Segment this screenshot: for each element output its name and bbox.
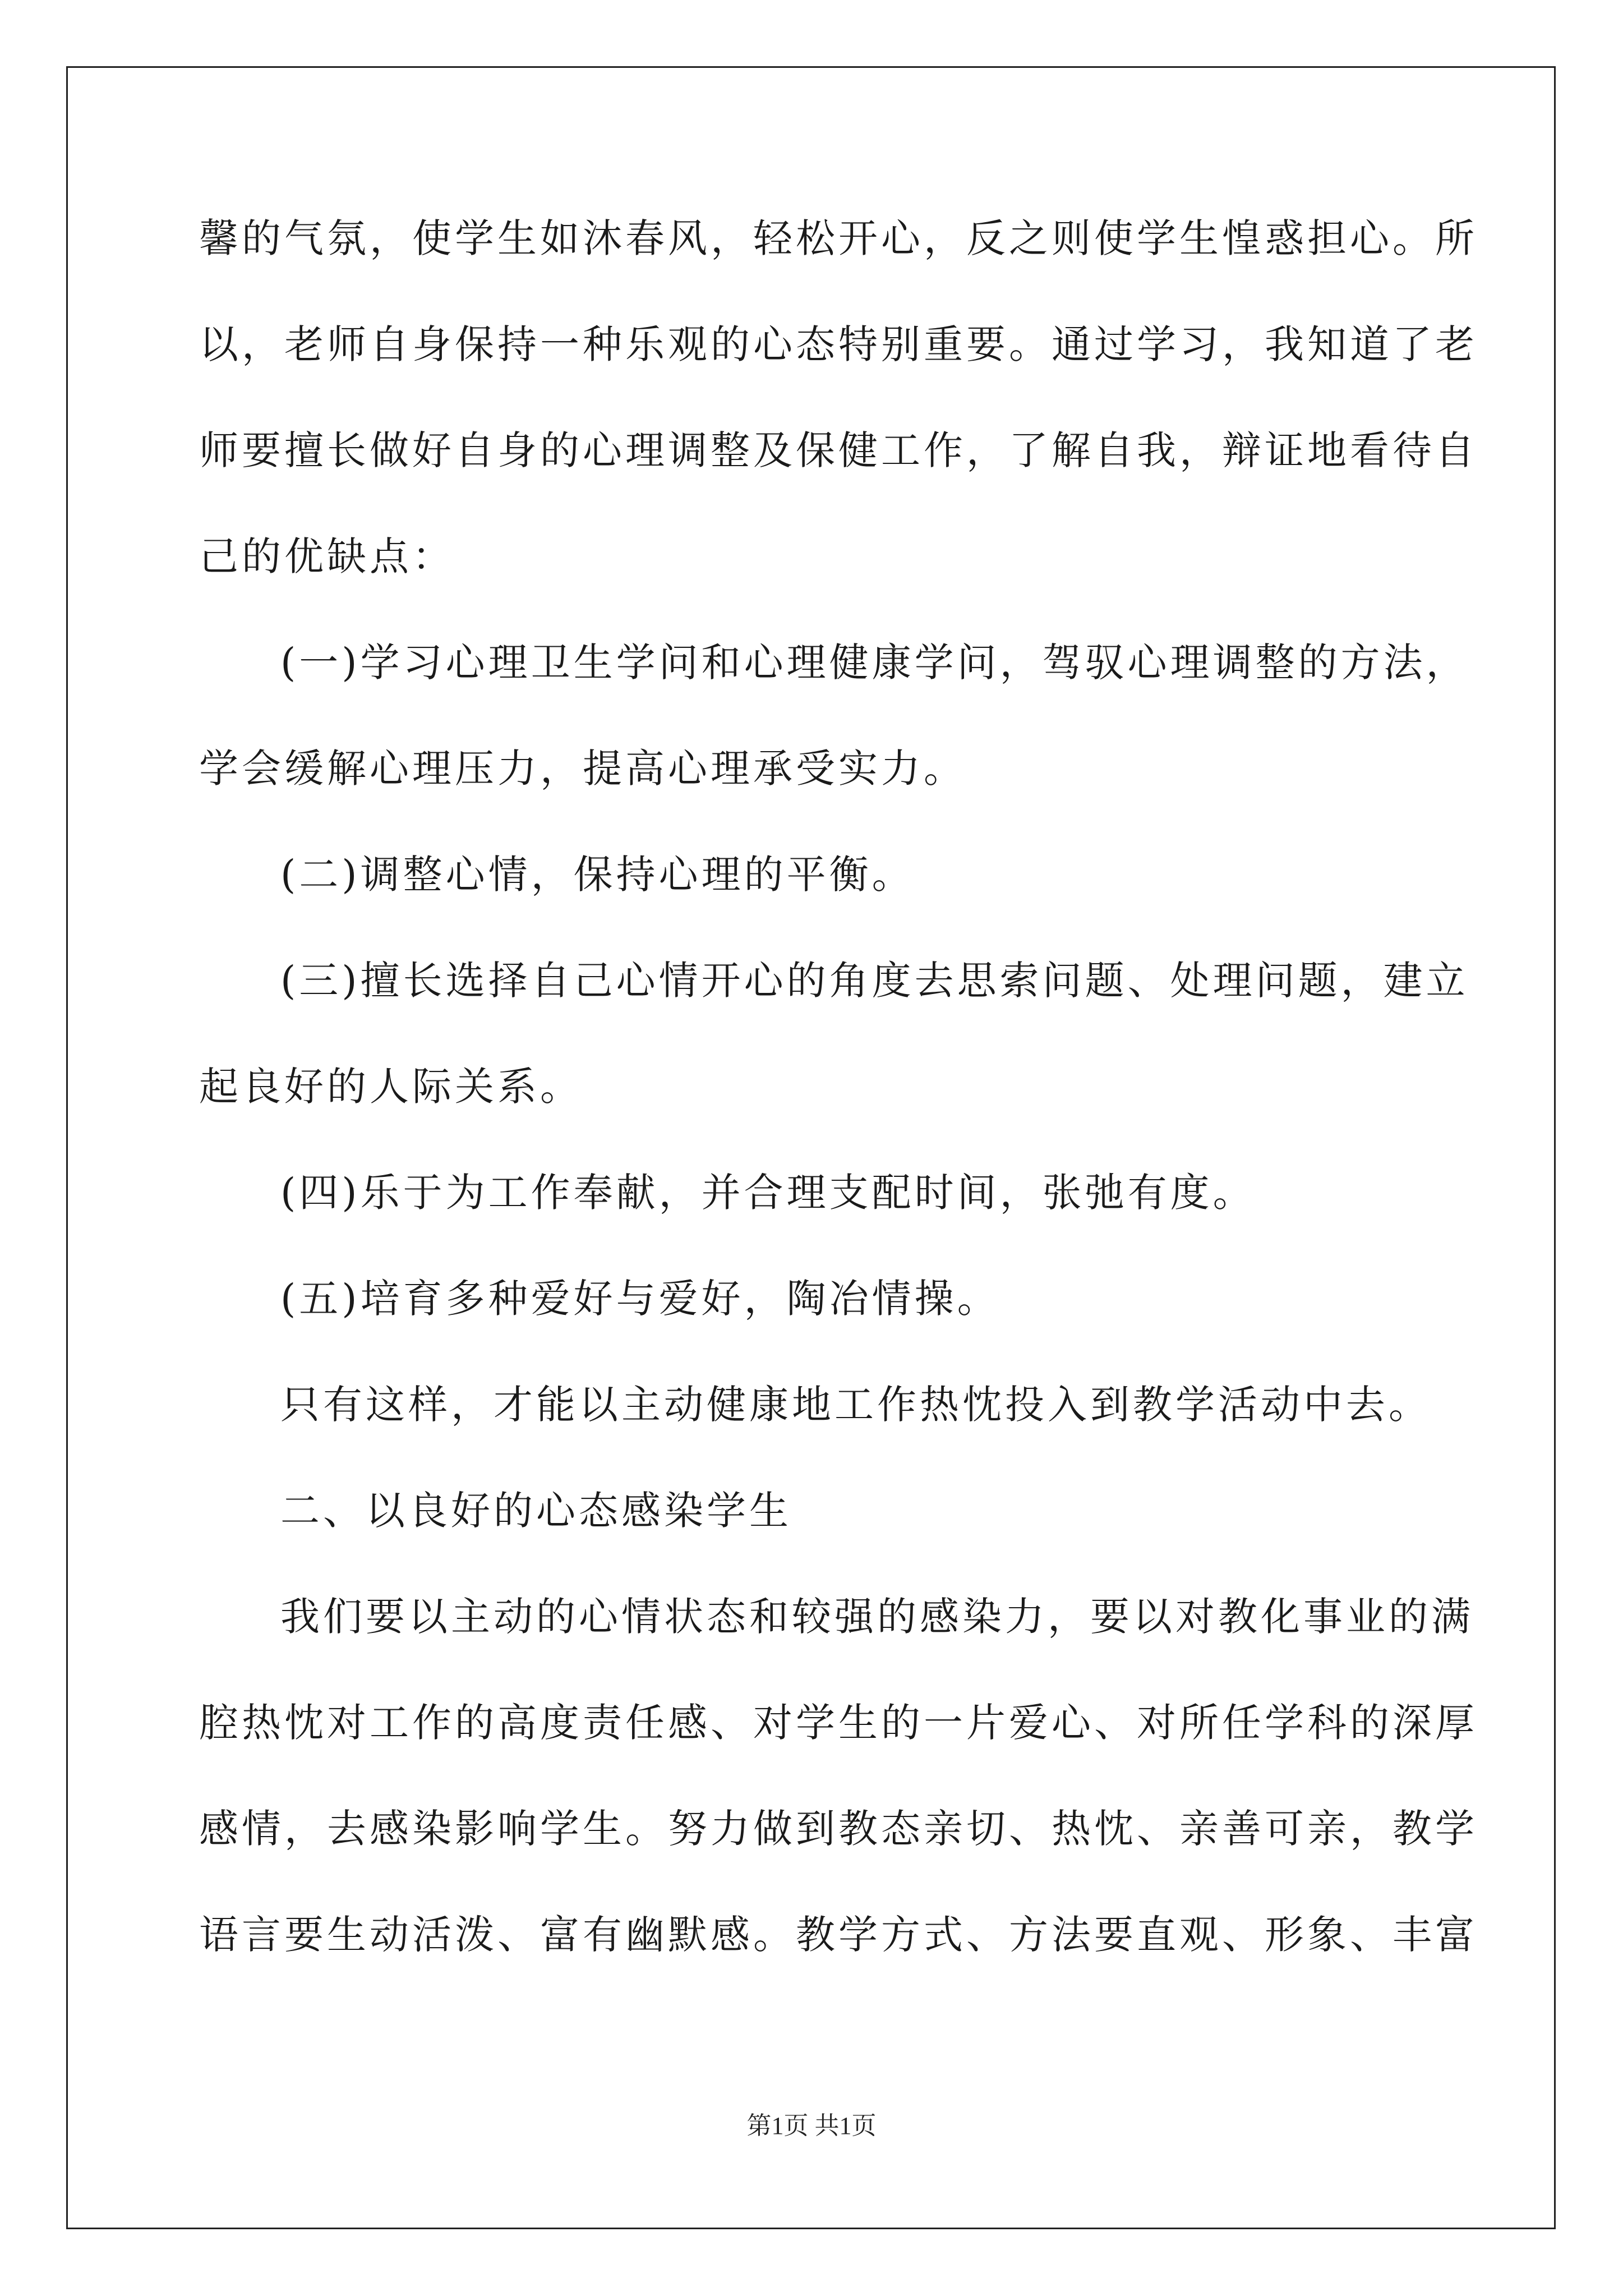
page-border — [66, 66, 1556, 2229]
text-line: 感情，去感染影响学生。努力做到教态亲切、热忱、亲善可亲，教学 — [199, 1806, 1478, 1852]
list-item-2: (二)调整心情，保持心理的平衡。 — [280, 852, 915, 898]
list-item-5: (五)培育多种爱好与爱好，陶冶情操。 — [280, 1276, 1000, 1322]
paragraph-start: 只有这样，才能以主动健康地工作热忱投入到教学活动中去。 — [280, 1382, 1431, 1428]
text-line: 语言要生动活泼、富有幽默感。教学方式、方法要直观、形象、丰富 — [199, 1912, 1478, 1958]
paragraph-start: 我们要以主动的心情状态和较强的感染力，要以对教化事业的满 — [280, 1594, 1474, 1640]
section-heading: 二、以良好的心态感染学生 — [280, 1488, 792, 1534]
list-item-3: (三)擅长选择自己心情开心的角度去思索问题、处理问题，建立 — [280, 958, 1469, 1004]
list-item-1: (一)学习心理卫生学问和心理健康学问，驾驭心理调整的方法， — [280, 639, 1469, 685]
text-line: 己的优缺点： — [199, 533, 455, 579]
text-line: 以，老师自身保持一种乐观的心态特别重要。通过学习，我知道了老 — [199, 321, 1478, 367]
text-line: 馨的气氛，使学生如沐春风，轻松开心，反之则使学生惶惑担心。所 — [199, 215, 1478, 261]
text-line: 学会缓解心理压力，提高心理承受实力。 — [199, 746, 966, 792]
page-number-footer: 第1页 共1页 — [746, 2112, 877, 2139]
text-line: 师要擅长做好自身的心理调整及保健工作，了解自我，辩证地看待自 — [199, 427, 1478, 473]
text-line: 起良好的人际关系。 — [199, 1064, 583, 1110]
list-item-4: (四)乐于为工作奉献，并合理支配时间，张弛有度。 — [280, 1170, 1256, 1216]
text-line: 腔热忱对工作的高度责任感、对学生的一片爱心、对所任学科的深厚 — [199, 1700, 1478, 1746]
